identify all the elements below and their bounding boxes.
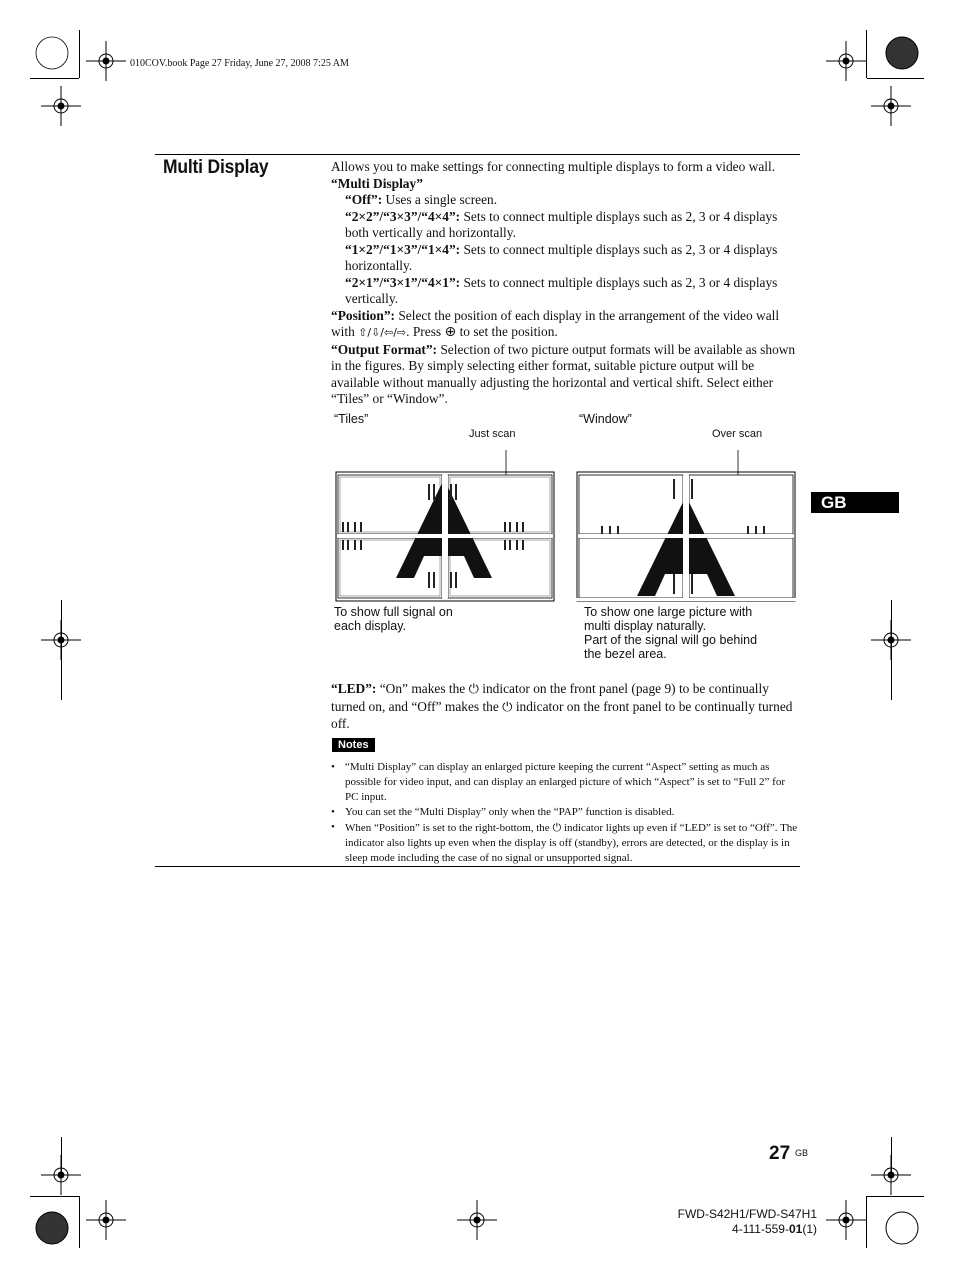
crosshair-mark-icon — [41, 86, 81, 126]
output-format-label: “Output Format”: — [331, 341, 438, 357]
tiles-caption-line: To show full signal on — [334, 605, 453, 619]
option-vertical — [331, 275, 798, 308]
multi-display-label: “Multi Display” — [331, 175, 423, 191]
part-number — [640, 1222, 817, 1236]
crosshair-mark-icon — [86, 41, 126, 81]
crop-mark — [30, 78, 79, 79]
registration-star-icon — [885, 1211, 919, 1245]
crosshair-mark-icon — [457, 1200, 497, 1240]
note-text: indicator lights up even if “LED” is set to “Off”. The indicator also lights up even when the display is off (standby), errors are detected, or the display is in sleep mode including the case of no signal or unsupported signal. — [345, 822, 798, 864]
note-item — [331, 805, 801, 820]
registration-star-icon — [885, 36, 919, 70]
crop-mark — [866, 30, 867, 78]
position-text: . Press — [406, 324, 445, 339]
registration-star-icon — [35, 36, 69, 70]
notes-list — [331, 760, 801, 866]
option-grid-text: Sets to connect multiple displays such as 2, 3 or 4 displays both vertically and horizontally. — [345, 208, 778, 240]
crosshair-mark-icon — [826, 1200, 866, 1240]
tiles-diagram — [334, 446, 556, 604]
part-number-revision: 01 — [788, 1222, 803, 1236]
position-text: to set the position. — [456, 324, 558, 339]
model-number: FWD-S42H1/FWD-S47H1 — [677, 1207, 817, 1221]
note-item — [331, 820, 801, 866]
crop-mark — [891, 1137, 892, 1177]
crop-mark — [30, 1196, 79, 1197]
window-figure-label: “Window” — [579, 412, 632, 426]
language-tab: GB — [811, 492, 899, 513]
window-diagram — [575, 446, 797, 604]
tiles-figure-label: “Tiles” — [334, 412, 369, 426]
bullet: • — [331, 821, 335, 833]
crop-mark — [61, 1137, 62, 1177]
page-number-suffix: GB — [795, 1148, 809, 1158]
bullet: • — [331, 806, 335, 818]
bullet: • — [331, 761, 335, 773]
crop-mark — [867, 1196, 924, 1197]
option-horizontal-text: Sets to connect multiple displays such as 2, 3 or 4 displays horizontally. — [345, 241, 778, 273]
option-horizontal — [331, 242, 798, 275]
crosshair-mark-icon — [871, 86, 911, 126]
led-paragraph — [331, 681, 798, 733]
book-header-line: 010COV.book Page 27 Friday, June 27, 2008 7:25 AM — [130, 58, 349, 69]
crop-mark — [891, 600, 892, 700]
enter-button-icon: ⊕ — [444, 324, 457, 340]
option-off-label: “Off”: — [345, 192, 383, 207]
led-text: “On” makes the — [376, 681, 469, 696]
option-grid — [331, 209, 798, 242]
window-caption-line: Part of the signal will go behind — [584, 633, 758, 647]
output-format-paragraph — [331, 342, 798, 408]
crosshair-mark-icon — [826, 41, 866, 81]
led-text: indicator on the front panel to be continually turned off. — [331, 698, 793, 731]
window-caption-line: the bezel area. — [584, 647, 667, 661]
note-text: When “Position” is set to the right-bottom, the — [345, 822, 553, 834]
notes-badge: Notes — [332, 738, 375, 752]
tiles-caption-line: each display. — [334, 619, 407, 633]
window-caption — [584, 605, 757, 661]
section-bottom-rule — [155, 866, 800, 867]
window-caption-line: multi display naturally. — [584, 619, 707, 633]
crop-mark — [866, 1196, 867, 1248]
option-vertical-text: Sets to connect multiple displays such as 2, 3 or 4 displays vertically. — [345, 274, 778, 306]
crosshair-mark-icon — [86, 1200, 126, 1240]
part-number-suffix: (1) — [802, 1222, 817, 1236]
option-grid-label: “2×2”/“3×3”/“4×4”: — [345, 208, 461, 224]
intro-paragraph: Allows you to make settings for connecting multiple displays to form a video wall. — [331, 159, 776, 174]
option-horizontal-label: “1×2”/“1×3”/“1×4”: — [345, 241, 461, 257]
arrow-keys-icon: ⇧/⇩/⇦/⇨ — [358, 326, 407, 339]
page-number: 27 — [769, 1143, 791, 1164]
crop-mark — [79, 1196, 80, 1248]
option-off-text: Uses a single screen. — [382, 192, 498, 207]
led-label: “LED”: — [331, 681, 377, 696]
section-top-rule — [155, 154, 800, 155]
crop-mark — [61, 600, 62, 700]
registration-star-icon — [35, 1211, 69, 1245]
just-scan-callout: Just scan — [469, 428, 516, 440]
note-text: “Multi Display” can display an enlarged picture keeping the current “Aspect” setting as much as possible for video input, and can display an enlarged picture of which “Aspect” is set to “Full 2” for PC input. — [345, 761, 785, 803]
note-item — [331, 760, 801, 805]
led-text: indicator on the front panel (page 9) to be continually turned on, and “Off” makes the — [331, 681, 769, 714]
note-text: You can set the “Multi Display” only when the “PAP” function is disabled. — [345, 806, 675, 818]
output-format-text: Selection of two picture output formats will be available as shown in the figures. By simply selecting either format, suitable picture output will be available without manually adjusting the horizontal and vertical shift. Select either “Tiles” or “Window”. — [331, 341, 796, 406]
tiles-caption — [334, 605, 453, 633]
crop-mark — [79, 30, 80, 78]
power-indicator-icon: ⏻ — [502, 699, 513, 715]
main-text-block — [331, 159, 798, 408]
position-label: “Position”: — [331, 307, 395, 323]
part-number-prefix: 4-111-559- — [732, 1222, 789, 1236]
power-indicator-icon: ⏻ — [552, 821, 562, 834]
window-caption-line: To show one large picture with — [584, 605, 753, 619]
position-text: Select the position of each display in the arrangement of the video wall with — [331, 307, 780, 339]
position-paragraph — [331, 308, 798, 342]
over-scan-callout: Over scan — [712, 428, 763, 440]
crop-mark — [867, 78, 924, 79]
power-indicator-icon: ⏻ — [468, 682, 479, 697]
option-off — [331, 192, 798, 209]
option-vertical-label: “2×1”/“3×1”/“4×1”: — [345, 274, 461, 290]
section-title: Multi Display — [163, 157, 269, 178]
